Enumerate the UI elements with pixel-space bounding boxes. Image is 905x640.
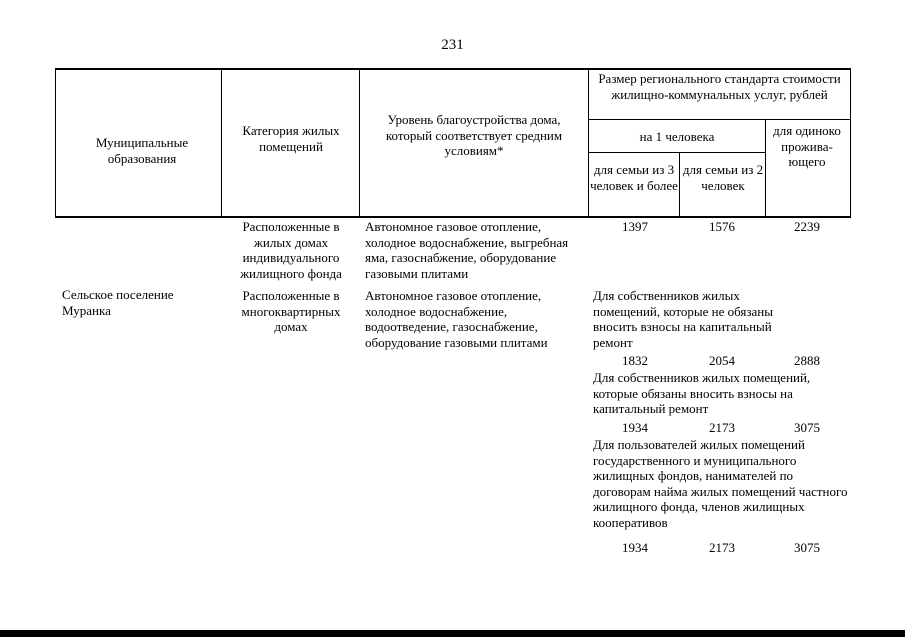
page-bottom-bar: [0, 630, 905, 637]
row1-level: Автономное газовое отопление, холодное водоснабжение, выгребная яма, газоснабжение, оборудование газовыми плитами: [365, 219, 569, 281]
group2-value-family2: 2173: [709, 420, 735, 435]
col-divider-3: [588, 68, 589, 217]
table-right-border: [850, 68, 851, 217]
table-top-border: [55, 68, 851, 70]
group1-value-family3: 1832: [622, 353, 648, 368]
header-per-person: на 1 человека: [639, 129, 715, 144]
group2-label: Для собственников жилых помещений, которые обязаны вносить взносы на капитальный ремонт: [593, 370, 811, 416]
table-left-border: [55, 68, 56, 217]
col-divider-1: [221, 68, 222, 217]
header-single: для одиноко прожива-ющего: [773, 123, 841, 169]
standard-header-divider: [588, 119, 851, 120]
page-number: 231: [441, 37, 464, 53]
header-municipality: Муниципальные образования: [95, 135, 189, 166]
group1-value-family2: 2054: [709, 353, 735, 368]
col-divider-2: [359, 68, 360, 217]
group1-label: Для собственников жилых помещений, которые не обязаны вносить взносы на капитальный ремонт: [593, 288, 773, 350]
header-family3: для семьи из 3 человек и более: [590, 162, 678, 193]
group3-value-single: 3075: [794, 540, 820, 555]
header-level: Уровень благоустройства дома, который соответствует средним условиям*: [385, 112, 563, 158]
per-person-divider: [588, 152, 765, 153]
group2-value-single: 3075: [794, 420, 820, 435]
header-standard: Размер регионального стандарта стоимости жилищно-коммунальных услуг, рублей: [598, 71, 841, 102]
header-family2: для семьи из 2 человек: [682, 162, 764, 193]
col-divider-4: [679, 152, 680, 217]
row2-category: Расположенные в многоквартирных домах: [241, 288, 341, 334]
row1-value-family2: 1576: [709, 219, 735, 234]
row1-category: Расположенные в жилых домах индивидуального жилищного фонда: [240, 219, 342, 281]
row1-value-family3: 1397: [622, 219, 648, 234]
group2-value-family3: 1934: [622, 420, 648, 435]
header-bottom-border: [55, 216, 851, 218]
municipality-name: Сельское поселение Муранка: [62, 287, 174, 318]
group1-value-single: 2888: [794, 353, 820, 368]
row2-level: Автономное газовое отопление, холодное водоснабжение, водоотведение, газоснабжение, оборудование газовыми плитами: [365, 288, 548, 350]
header-category: Категория жилых помещений: [242, 123, 340, 154]
group3-value-family3: 1934: [622, 540, 648, 555]
col-divider-5: [765, 119, 766, 217]
group3-value-family2: 2173: [709, 540, 735, 555]
group3-label: Для пользователей жилых помещений государственного и муниципального жилищных фондов, нанимателей по договорам найма жилых помещений частного жилищного фонда, членов жилищных кооперативов: [593, 437, 848, 530]
row1-value-single: 2239: [794, 219, 820, 234]
